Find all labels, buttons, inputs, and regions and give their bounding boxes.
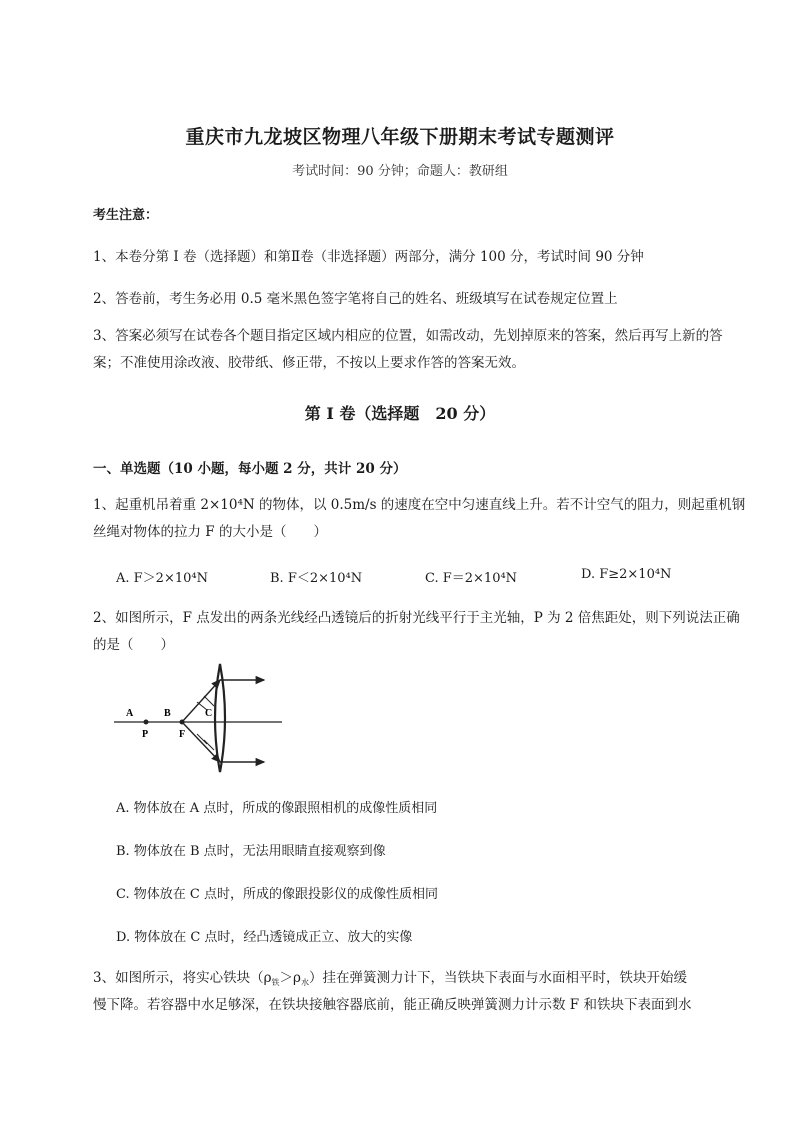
page-title: 重庆市九龙坡区物理八年级下册期末考试专题测评: [185, 126, 615, 148]
label-f: F: [179, 729, 186, 740]
hatch-mark: [204, 740, 214, 750]
point-p-dot: [144, 720, 149, 725]
label-c: C: [205, 708, 213, 719]
label-a: A: [126, 708, 134, 719]
question-3-stem-line-1: 3、如图所示，将实心铁块$(\rho_铁>\rho_水)$挂在弹簧测力计下，当铁块下表面与水面相平时，铁块开始缓: [93, 970, 687, 987]
question-1-option-d: D. F≥2×10⁴N: [581, 567, 672, 582]
section-title: 第 I 卷（选择题 20 分）: [304, 404, 496, 423]
question-1-option-c: C. F＝2×10⁴N: [425, 571, 518, 586]
question-2-option-d: D. 物体放在 C 点时，经凸透镜成正立、放大的实像: [116, 930, 413, 945]
question-3-stem-line-2: 慢下降。若容器中水足够深，在铁块接触容器底前，能正确反映弹簧测力计示数 F 和铁块下表面到水: [93, 997, 692, 1013]
convex-lens-diagram: [112, 662, 288, 774]
question-2-stem: 2、如图所示，F 点发出的两条光线经凸透镜后的折射光线平行于主光轴，P 为 2 倍焦距处，则下列说法正确的是（ ）: [93, 610, 740, 653]
notice-heading: 考生注意：: [93, 208, 159, 223]
question-1-option-a: A. F＞2×10⁴N: [116, 571, 208, 586]
point-f-dot: [180, 720, 185, 725]
notice-item-2: 2、答卷前，考生务必用 0.5 毫米黑色签字笔将自己的姓名、班级填写在试卷规定位置上: [93, 291, 618, 307]
notice-item-3: 3、答案必须写在试卷各个题目指定区域内相应的位置，如需改动，先划掉原来的答案，然后再写上新的答案；不准使用涂改液、胶带纸、修正带，不按以上要求作答的答案无效。: [93, 328, 723, 371]
question-2-option-b: B. 物体放在 B 点时，无法用眼睛直接观察到像: [116, 844, 386, 859]
page-subtitle: 考试时间：90 分钟；命题人：教研组: [292, 164, 508, 179]
label-p: P: [142, 729, 149, 740]
question-1-stem: 1、起重机吊着重 2×10⁴N 的物体，以 0.5m/s 的速度在空中匀速直线上升。若不计空气的阻力，则起重机钢丝绳对物体的拉力 F 的大小是（ ）: [93, 497, 746, 540]
question-2-option-a: A. 物体放在 A 点时，所成的像跟照相机的成像性质相同: [116, 801, 438, 816]
part-title: 一、单选题（10 小题，每小题 2 分，共计 20 分）: [93, 461, 407, 477]
hatch-mark: [204, 696, 214, 706]
notice-item-1: 1、本卷分第 I 卷（选择题）和第Ⅱ卷（非选择题）两部分，满分 100 分，考试时间 90 分钟: [93, 249, 644, 265]
question-1-option-b: B. F＜2×10⁴N: [270, 571, 363, 586]
label-b: B: [164, 708, 171, 719]
question-2-option-c: C. 物体放在 C 点时，所成的像跟投影仪的成像性质相同: [116, 887, 438, 902]
